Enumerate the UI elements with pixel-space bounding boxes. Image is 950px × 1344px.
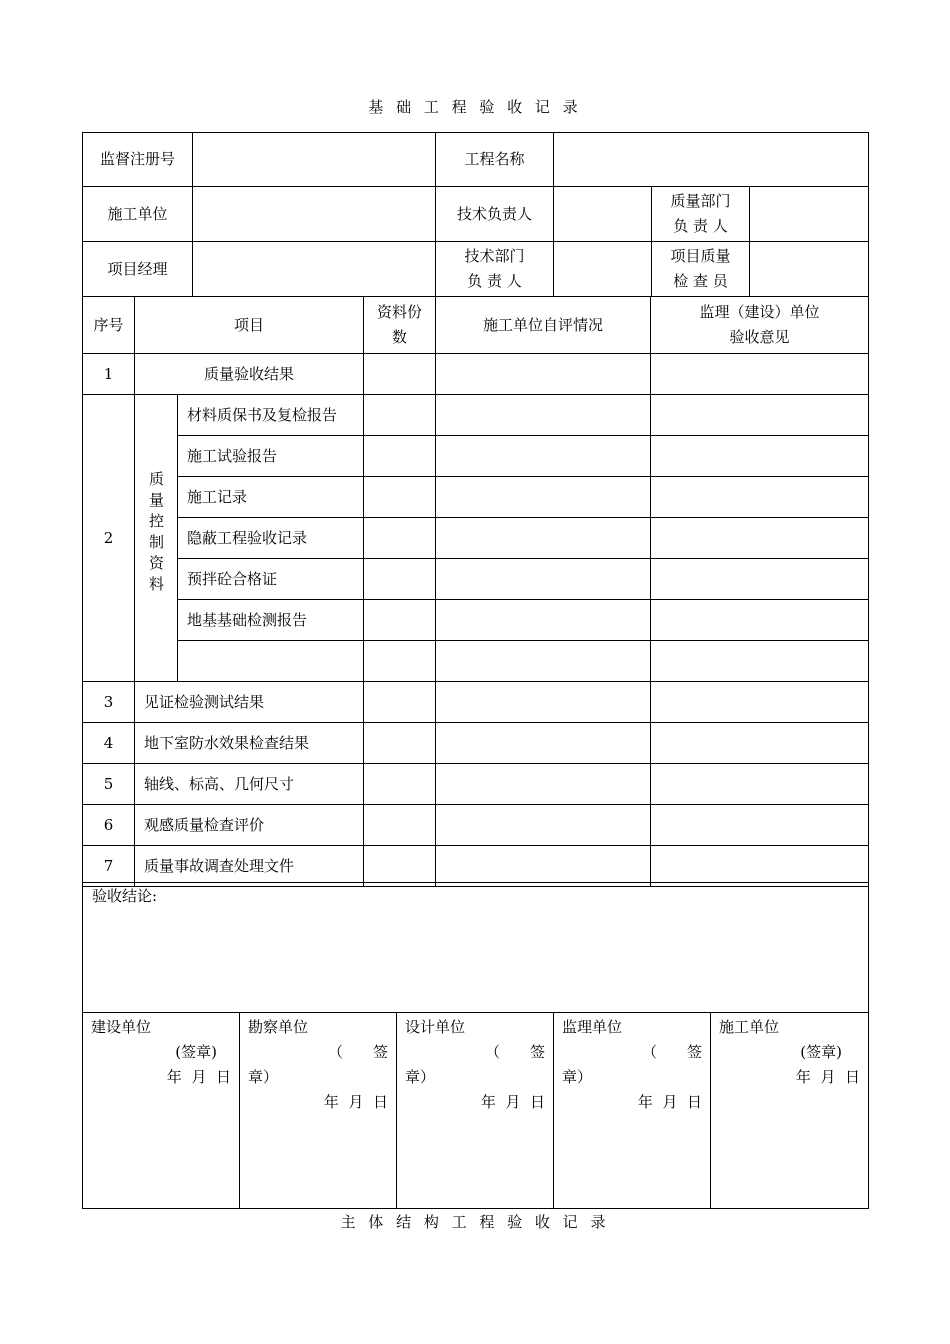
quality-inspector-label-line2: 检 查 员 — [673, 272, 728, 290]
row-no: 3 — [83, 682, 135, 723]
supervisor-cell[interactable] — [651, 846, 869, 887]
copies-cell[interactable] — [364, 682, 436, 723]
row-item: 观感质量检查评价 — [135, 805, 364, 846]
row-item: 地基基础检测报告 — [178, 600, 364, 641]
table-row — [83, 723, 869, 764]
sig-survey-unit-label: 勘察单位 — [248, 1018, 309, 1036]
tech-dept-value[interactable] — [554, 242, 652, 297]
construction-unit-label: 施工单位 — [83, 187, 193, 242]
self-eval-cell[interactable] — [436, 395, 651, 436]
conclusion-label: 验收结论: — [92, 887, 158, 905]
page-title: 基 础 工 程 验 收 记 录 — [368, 98, 582, 116]
quality-dept-label — [652, 187, 750, 242]
copies-cell[interactable] — [364, 846, 436, 887]
col-seq: 序号 — [83, 297, 135, 354]
reg-no-label: 监督注册号 — [83, 133, 193, 187]
header-table — [82, 132, 869, 297]
self-eval-cell[interactable] — [436, 477, 651, 518]
quality-dept-value[interactable] — [750, 187, 869, 242]
items-table — [82, 296, 869, 887]
self-eval-cell[interactable] — [436, 354, 651, 395]
self-eval-cell[interactable] — [436, 805, 651, 846]
sig-construct-unit[interactable] — [711, 1013, 869, 1209]
quality-dept-label-line2: 负 责 人 — [673, 217, 728, 235]
project-manager-value[interactable] — [193, 242, 436, 297]
project-manager-label: 项目经理 — [83, 242, 193, 297]
col-copies-line1: 资料份 — [377, 303, 423, 321]
copies-cell[interactable] — [364, 600, 436, 641]
copies-cell[interactable] — [364, 477, 436, 518]
supervisor-cell[interactable] — [651, 395, 869, 436]
quality-inspector-label-line1: 项目质量 — [670, 247, 731, 265]
sig-build-unit[interactable] — [83, 1013, 240, 1209]
tech-dept-label-line1: 技术部门 — [464, 247, 525, 265]
sig-survey-unit-seal-close: 章） — [248, 1068, 279, 1086]
quality-inspector-label — [652, 242, 750, 297]
row-group — [135, 395, 178, 682]
row-no: 7 — [83, 846, 135, 887]
row-no: 4 — [83, 723, 135, 764]
self-eval-cell[interactable] — [436, 518, 651, 559]
col-supervisor — [651, 297, 869, 354]
tech-lead-value[interactable] — [554, 187, 652, 242]
sig-design-unit[interactable] — [397, 1013, 554, 1209]
table-row — [83, 559, 869, 600]
supervisor-cell[interactable] — [651, 559, 869, 600]
next-page-title: 主 体 结 构 工 程 验 收 记 录 — [340, 1213, 610, 1231]
tech-dept-label — [436, 242, 554, 297]
sig-design-unit-label: 设计单位 — [405, 1018, 466, 1036]
table-row — [83, 805, 869, 846]
conclusion-cell[interactable] — [83, 883, 869, 1013]
supervisor-cell[interactable] — [651, 518, 869, 559]
copies-cell[interactable] — [364, 436, 436, 477]
supervisor-cell[interactable] — [651, 600, 869, 641]
copies-cell[interactable] — [364, 518, 436, 559]
table-row — [83, 846, 869, 887]
row-no: 2 — [83, 395, 135, 682]
copies-cell[interactable] — [364, 805, 436, 846]
row-item: 质量验收结果 — [135, 354, 364, 395]
sig-survey-unit[interactable] — [240, 1013, 397, 1209]
col-copies — [364, 297, 436, 354]
table-row — [83, 518, 869, 559]
copies-cell[interactable] — [364, 395, 436, 436]
self-eval-cell[interactable] — [436, 846, 651, 887]
sig-construct-unit-label: 施工单位 — [719, 1018, 780, 1036]
reg-no-value[interactable] — [193, 133, 436, 187]
self-eval-cell[interactable] — [436, 723, 651, 764]
table-row — [83, 764, 869, 805]
col-copies-line2: 数 — [392, 328, 408, 346]
row-item: 质量事故调查处理文件 — [135, 846, 364, 887]
row-item: 隐蔽工程验收记录 — [178, 518, 364, 559]
row-item: 施工试验报告 — [178, 436, 364, 477]
sig-build-unit-label: 建设单位 — [91, 1018, 152, 1036]
row-group-label: 质量控制资料 — [147, 471, 165, 597]
row-item: 见证检验测试结果 — [135, 682, 364, 723]
copies-cell[interactable] — [364, 354, 436, 395]
supervisor-cell[interactable] — [651, 354, 869, 395]
copies-cell[interactable] — [364, 723, 436, 764]
sig-construct-unit-seal: (签章) — [800, 1043, 842, 1061]
row-item: 地下室防水效果检查结果 — [135, 723, 364, 764]
project-name-value[interactable] — [554, 133, 869, 187]
sig-build-unit-seal: (签章) — [175, 1043, 217, 1061]
self-eval-cell[interactable] — [436, 600, 651, 641]
supervisor-cell[interactable] — [651, 477, 869, 518]
sig-survey-unit-date: 年 月 日 — [323, 1093, 388, 1111]
supervisor-cell[interactable] — [651, 805, 869, 846]
project-name-label: 工程名称 — [436, 133, 554, 187]
copies-cell[interactable] — [364, 764, 436, 805]
col-item: 项目 — [135, 297, 364, 354]
supervisor-cell[interactable] — [651, 436, 869, 477]
row-no: 6 — [83, 805, 135, 846]
table-row — [83, 477, 869, 518]
sig-supervise-unit-seal-open: （ 签 — [641, 1043, 702, 1061]
self-eval-cell[interactable] — [436, 436, 651, 477]
table-row — [83, 354, 869, 395]
quality-inspector-value[interactable] — [750, 242, 869, 297]
sig-design-unit-seal-close: 章） — [405, 1068, 436, 1086]
construction-unit-value[interactable] — [193, 187, 436, 242]
sig-supervise-unit-seal-close: 章） — [562, 1068, 593, 1086]
tech-lead-label: 技术负责人 — [436, 187, 554, 242]
row-no: 5 — [83, 764, 135, 805]
table-row — [83, 395, 869, 436]
supervisor-cell[interactable] — [651, 641, 869, 682]
row-no: 1 — [83, 354, 135, 395]
col-self-eval: 施工单位自评情况 — [436, 297, 651, 354]
table-row — [83, 600, 869, 641]
self-eval-cell[interactable] — [436, 559, 651, 600]
tech-dept-label-line2: 负 责 人 — [467, 272, 522, 290]
sig-construct-unit-date: 年 月 日 — [795, 1068, 860, 1086]
table-row — [83, 436, 869, 477]
row-item: 材料质保书及复检报告 — [178, 395, 364, 436]
supervisor-cell[interactable] — [651, 723, 869, 764]
copies-cell[interactable] — [364, 641, 436, 682]
copies-cell[interactable] — [364, 559, 436, 600]
col-supervisor-line1: 监理（建设）单位 — [699, 303, 820, 321]
row-item-blank[interactable] — [178, 641, 364, 682]
row-item: 轴线、标高、几何尺寸 — [135, 764, 364, 805]
col-supervisor-line2: 验收意见 — [729, 328, 790, 346]
self-eval-cell[interactable] — [436, 682, 651, 723]
table-row — [83, 641, 869, 682]
signature-table — [82, 882, 869, 1209]
supervisor-cell[interactable] — [651, 764, 869, 805]
sig-supervise-unit-label: 监理单位 — [562, 1018, 623, 1036]
sig-survey-unit-seal-open: （ 签 — [327, 1043, 388, 1061]
table-row — [83, 682, 869, 723]
sig-build-unit-date: 年 月 日 — [166, 1068, 231, 1086]
self-eval-cell[interactable] — [436, 764, 651, 805]
sig-design-unit-seal-open: （ 签 — [484, 1043, 545, 1061]
self-eval-cell[interactable] — [436, 641, 651, 682]
row-item: 施工记录 — [178, 477, 364, 518]
sig-design-unit-date: 年 月 日 — [480, 1093, 545, 1111]
sig-supervise-unit-date: 年 月 日 — [637, 1093, 702, 1111]
supervisor-cell[interactable] — [651, 682, 869, 723]
row-item: 预拌砼合格证 — [178, 559, 364, 600]
sig-supervise-unit[interactable] — [554, 1013, 711, 1209]
quality-dept-label-line1: 质量部门 — [670, 192, 731, 210]
